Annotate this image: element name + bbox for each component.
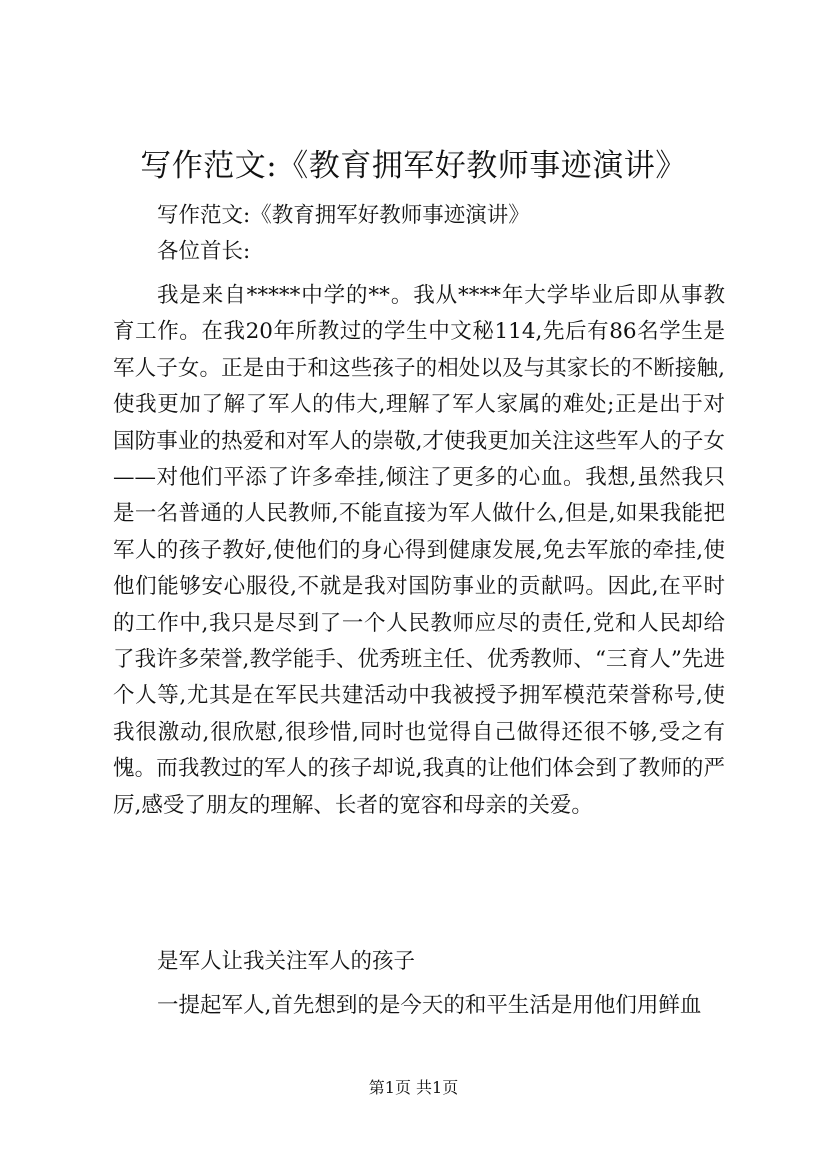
page-footer: 第1页 共1页 xyxy=(368,1078,459,1097)
section-heading: 是军人让我关注军人的孩子 xyxy=(157,949,416,974)
greeting-line: 各位首长: xyxy=(157,239,251,264)
document-subtitle: 写作范文:《教育拥军好教师事迹演讲》 xyxy=(157,203,530,228)
body-paragraph: 我是来自*****中学的**。我从****年大学毕业后即从事教育工作。在我20年所教过的学生中文秘114,先后有86名学生是军人子女。正是由于和这些孩子的相处以及与其家长的不断接触,使我更加了解了军人的伟大,理解了军人家属的难处;正是出于对国防事业的热爱和对军人的崇敬,才使我更加关注这些军人的子女——对他们平添了许多牵挂,倾注了更多的心血。我想,虽然我只是一名普通的人民教师,不能直接为军人做什么,但是,如果我能把军人的孩子教好,使他们的身心得到健康发展,免去军旅的牵挂,使他们能够安心服役,不就是我对国防事业的贡献吗。因此,在平时的工作中,我只是尽到了一个人民教师应尽的责任,党和人民却给了我许多荣誉,教学能手、优秀班主任、优秀教师、“三育人”先进个人等,尤其是在军民共建活动中我被授予拥军模范荣誉称号,使我很激动,很欣慰,很珍惜,同时也觉得自己做得还很不够,受之有愧。而我教过的军人的孩子却说,我真的让他们体会到了教师的严厉,感受了朋友的理解、长者的宽容和母亲的关爱。 xyxy=(113,283,725,818)
next-paragraph: 一提起军人,首先想到的是今天的和平生活是用他们用鲜血 xyxy=(157,993,702,1018)
document-title: 写作范文:《教育拥军好教师事迹演讲》 xyxy=(140,148,687,184)
